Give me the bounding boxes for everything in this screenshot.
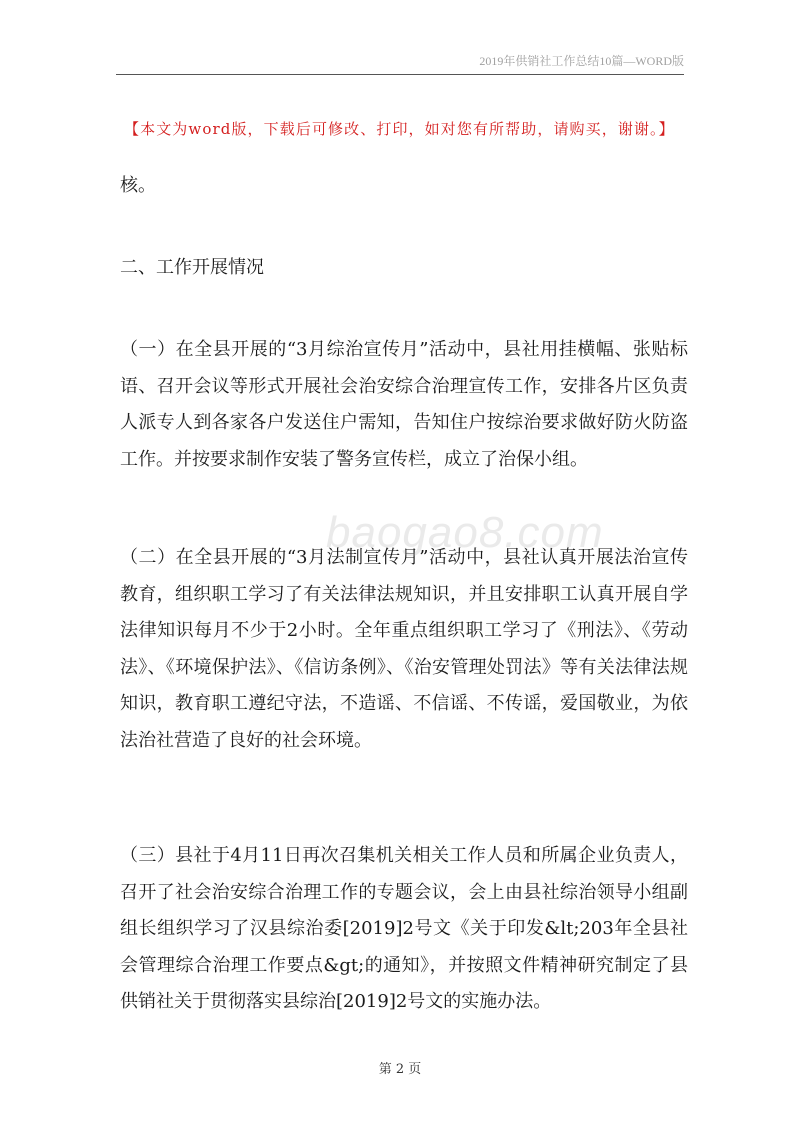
text-fragment: 核。: [120, 175, 156, 196]
paragraph-two: （二）在全县开展的“3月法制宣传月”活动中，县社认真开展法治宣传教育，组织职工学习了有关法律法规知识，并且安排职工认真开展自学法律知识每月不少于2小时。全年重点组织职工学习了《刑法》、《劳动法》、《环境保护法》、《信访条例》、《治安管理处罚法》等有关法律法规知识，教育职工遵纪守法，不造谣、不信谣、不传谣，爱国敬业，为依法治社营造了良好的社会环境。: [120, 547, 688, 751]
page-number: 第 2 页: [378, 1062, 422, 1077]
paragraph-one: （一）在全县开展的“3月综治宣传月”活动中，县社用挂横幅、张贴标语、召开会议等形式开展社会治安综合治理宣传工作，安排各片区负责人派专人到各家各户发送住户需知，告知住户按综治要求做好防火防盗工作。并按要求制作安装了警务宣传栏，成立了治保小组。: [120, 339, 688, 470]
purchase-notice: 【本文为word版，下载后可修改、打印，如对您有所帮助，请购买，谢谢。】: [124, 120, 675, 138]
section-heading: 二、工作开展情况: [120, 257, 264, 278]
page-header: 2019年供销社工作总结10篇—WORD版: [479, 54, 684, 68]
paragraph-three: （三）县社于4月11日再次召集机关相关工作人员和所属企业负责人，召开了社会治安综合治理工作的专题会议，会上由县社综治领导小组副组长组织学习了汉县综治委[2019]2号文《关于印发&lt;203年全县社会管理综合治理工作要点&gt;的通知》，并按照文件精神研究制定了县供销社关于贯彻落实县综治[2019]2号文的实施办法。: [120, 845, 688, 1012]
watermark: baogao8.com: [326, 508, 604, 557]
header-divider: [116, 74, 684, 75]
